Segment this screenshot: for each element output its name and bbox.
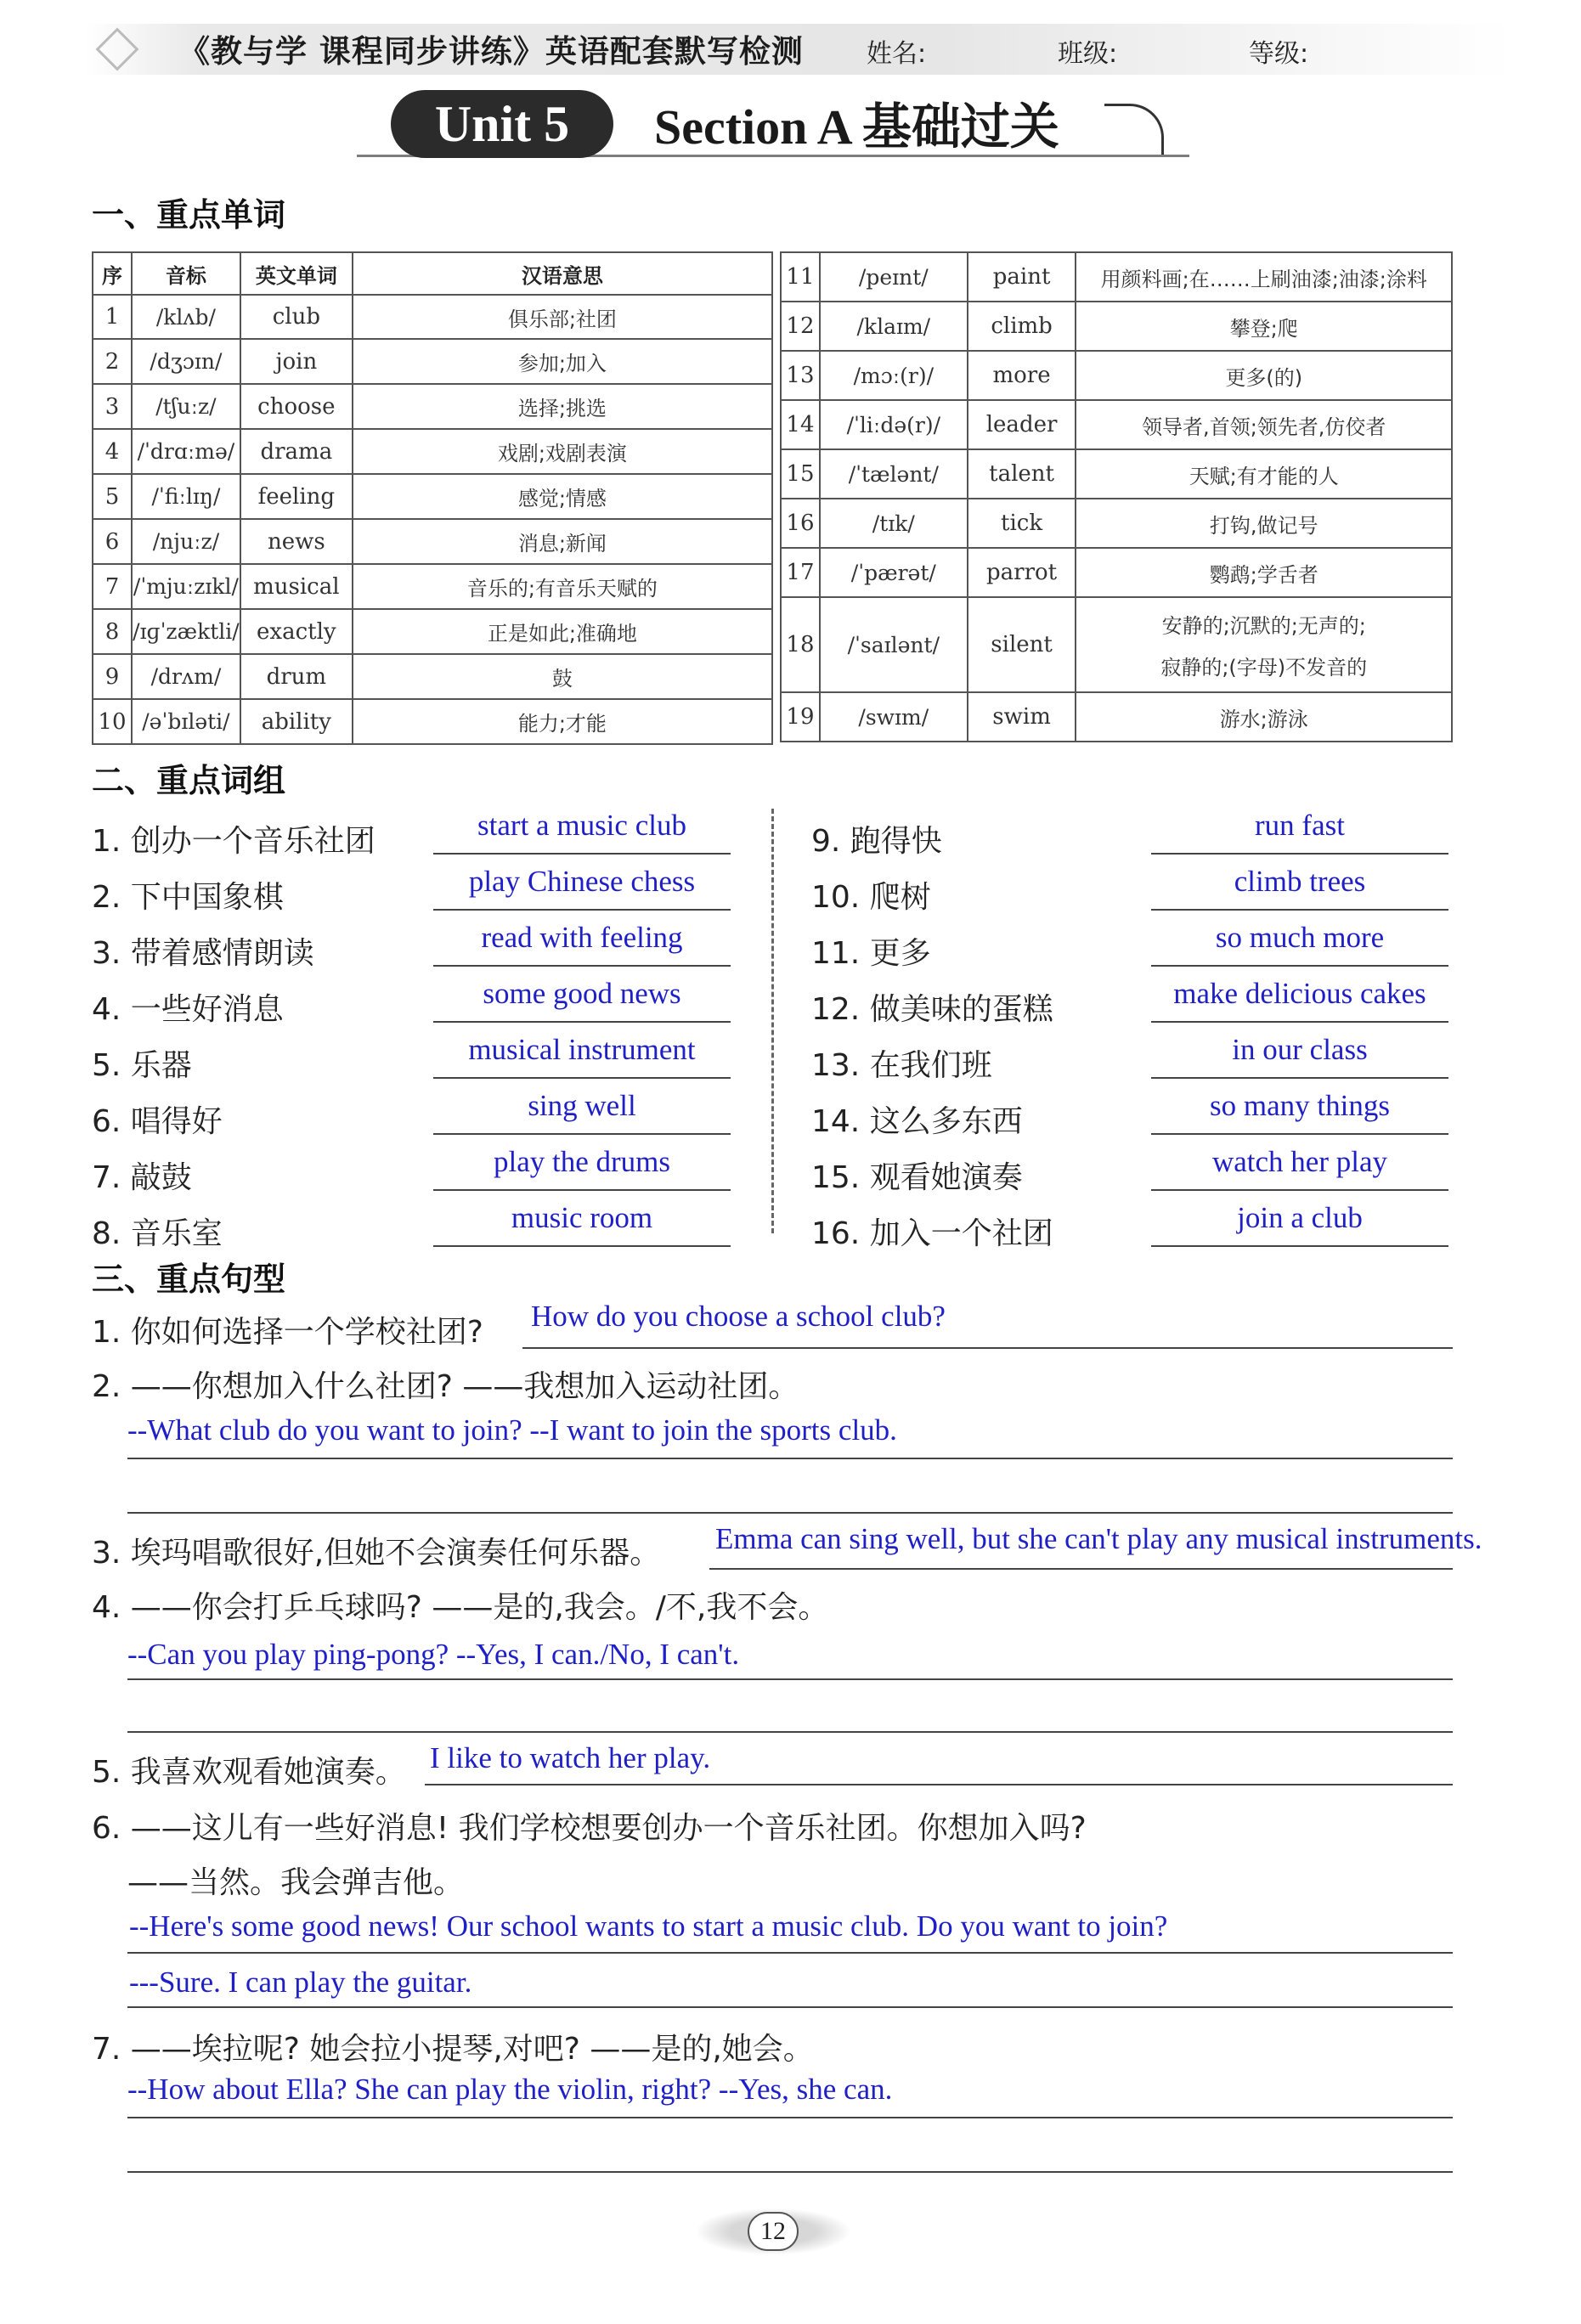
sentence-7-en: --How about Ella? She can play the violin, right? --Yes, she can. xyxy=(127,2073,893,2106)
vocab-word: paint xyxy=(968,252,1076,302)
phrase-cn: 14. 这么多东西 xyxy=(811,1104,1023,1139)
vocab-index: 10 xyxy=(93,699,132,744)
phrase-en: watch her play xyxy=(1211,1145,1388,1178)
vocab-row xyxy=(781,302,1452,351)
phrase-en: sing well xyxy=(528,1089,636,1122)
section3-heading: 三、重点句型 xyxy=(92,1261,286,1298)
class-label: 班级: xyxy=(1058,39,1118,69)
answer-line xyxy=(709,1568,1453,1570)
vocab-word: drama xyxy=(240,429,353,474)
vocab-phonetic: /mɔː(r)/ xyxy=(820,351,968,400)
phrase-cn: 10. 爬树 xyxy=(811,880,931,915)
answer-line xyxy=(1151,1077,1448,1079)
vocab-index: 2 xyxy=(93,339,132,384)
vocab-phonetic: /dʒɔɪn/ xyxy=(132,339,240,384)
section-title: Section A 基础过关 xyxy=(654,99,1059,155)
vocab-word: musical xyxy=(240,564,353,609)
vocab-meaning: 用颜料画;在……上刷油漆;油漆;涂料 xyxy=(1076,252,1452,302)
vocab-row xyxy=(781,400,1452,449)
vocab-phonetic: /ˈtælənt/ xyxy=(820,449,968,499)
vocab-word: join xyxy=(240,339,353,384)
vocab-row xyxy=(781,449,1452,499)
vocab-index: 17 xyxy=(781,548,820,597)
grade-label: 等级: xyxy=(1249,39,1309,69)
vocab-row xyxy=(781,548,1452,597)
phrase-en: run fast xyxy=(1255,809,1345,842)
vocab-meaning: 戏剧;戏剧表演 xyxy=(353,429,772,474)
phrase-cn: 4. 一些好消息 xyxy=(92,992,284,1027)
phrase-en: play the drums xyxy=(493,1145,671,1178)
sentence-7-cn: 7. ——埃拉呢? 她会拉小提琴,对吧? ——是的,她会。 xyxy=(92,2032,814,2067)
phrase-cn: 8. 音乐室 xyxy=(92,1216,223,1251)
vocab-phonetic: /klaɪm/ xyxy=(820,302,968,351)
vocab-phonetic: /klʌb/ xyxy=(132,295,240,339)
vocab-index: 13 xyxy=(781,351,820,400)
sentence-1-cn: 1. 你如何选择一个学校社团? xyxy=(92,1315,483,1350)
vocab-index: 8 xyxy=(93,609,132,654)
col-header-phonetic: 音标 xyxy=(132,252,240,295)
answer-line xyxy=(127,1731,1453,1733)
phrase-en: make delicious cakes xyxy=(1173,977,1426,1010)
phrase-en: join a club xyxy=(1237,1201,1363,1234)
vocab-word: choose xyxy=(240,384,353,429)
column-divider xyxy=(771,809,774,1233)
vocab-word: climb xyxy=(968,302,1076,351)
answer-line xyxy=(127,2006,1453,2008)
vocab-row xyxy=(781,692,1452,742)
vocab-row xyxy=(93,295,772,339)
phrase-cn: 3. 带着感情朗读 xyxy=(92,936,314,971)
vocab-meaning: 参加;加入 xyxy=(353,339,772,384)
phrase-en: read with feeling xyxy=(481,921,683,954)
vocab-phonetic: /ˈsaɪlənt/ xyxy=(820,597,968,692)
vocab-table-right xyxy=(780,251,1453,742)
vocab-row xyxy=(93,474,772,519)
phrase-cn: 9. 跑得快 xyxy=(811,824,942,859)
vocab-row xyxy=(781,351,1452,400)
answer-line xyxy=(425,1784,1453,1785)
col-header-word: 英文单词 xyxy=(240,252,353,295)
vocab-word: leader xyxy=(968,400,1076,449)
vocab-meaning: 感觉;情感 xyxy=(353,474,772,519)
sentence-1-en: How do you choose a school club? xyxy=(531,1300,946,1333)
vocab-meaning: 鹦鹉;学舌者 xyxy=(1076,548,1452,597)
vocab-meaning: 攀登;爬 xyxy=(1076,302,1452,351)
unit-badge: Unit 5 xyxy=(391,90,613,158)
vocab-index: 9 xyxy=(93,654,132,699)
vocab-index: 16 xyxy=(781,499,820,548)
vocab-word: feeling xyxy=(240,474,353,519)
answer-line xyxy=(1151,1021,1448,1023)
sentence-3-en: Emma can sing well, but she can't play any musical instruments. xyxy=(715,1522,1482,1555)
vocab-word: drum xyxy=(240,654,353,699)
answer-line xyxy=(433,1133,731,1135)
vocab-meaning: 音乐的;有音乐天赋的 xyxy=(353,564,772,609)
vocab-phonetic: /ˈdrɑːmə/ xyxy=(132,429,240,474)
vocab-index: 4 xyxy=(93,429,132,474)
vocab-word: club xyxy=(240,295,353,339)
vocab-word: ability xyxy=(240,699,353,744)
vocab-index: 1 xyxy=(93,295,132,339)
vocab-index: 12 xyxy=(781,302,820,351)
phrase-en: start a music club xyxy=(477,809,686,842)
answer-line xyxy=(433,1189,731,1191)
vocab-phonetic: /ˈfiːlɪŋ/ xyxy=(132,474,240,519)
sentence-5-cn: 5. 我喜欢观看她演奏。 xyxy=(92,1755,406,1790)
vocab-meaning: 游水;游泳 xyxy=(1076,692,1452,742)
vocab-meaning: 领导者,首领;领先者,仿佼者 xyxy=(1076,400,1452,449)
phrase-cn: 13. 在我们班 xyxy=(811,1048,992,1083)
vocab-meaning-line: 寂静的;(字母)不发音的 xyxy=(1160,656,1368,680)
vocab-meaning: 打钩,做记号 xyxy=(1076,499,1452,548)
vocab-row xyxy=(93,654,772,699)
vocab-word: silent xyxy=(968,597,1076,692)
vocab-meaning: 能力;才能 xyxy=(353,699,772,744)
phrase-cn: 5. 乐器 xyxy=(92,1048,192,1083)
vocab-row xyxy=(93,519,772,564)
vocab-index: 3 xyxy=(93,384,132,429)
phrase-cn: 16. 加入一个社团 xyxy=(811,1216,1053,1251)
vocab-word: swim xyxy=(968,692,1076,742)
vocab-row xyxy=(93,609,772,654)
book-title: 《教与学 课程同步讲练》英语配套默写检测 xyxy=(178,33,804,70)
vocab-meaning: 鼓 xyxy=(353,654,772,699)
sentence-4-en: --Can you play ping-pong? --Yes, I can./No, I can't. xyxy=(127,1638,740,1671)
section1-heading: 一、重点单词 xyxy=(92,196,286,234)
vocab-phonetic: /tɪk/ xyxy=(820,499,968,548)
answer-line xyxy=(433,1021,731,1023)
phrase-cn: 1. 创办一个音乐社团 xyxy=(92,824,375,859)
answer-line xyxy=(522,1347,1453,1349)
vocab-meaning: 天赋;有才能的人 xyxy=(1076,449,1452,499)
vocab-index: 15 xyxy=(781,449,820,499)
vocab-row xyxy=(93,339,772,384)
vocab-index: 5 xyxy=(93,474,132,519)
sentence-5-en: I like to watch her play. xyxy=(430,1741,711,1774)
vocab-word: news xyxy=(240,519,353,564)
answer-line xyxy=(127,1512,1453,1514)
section2-heading: 二、重点词组 xyxy=(92,762,286,799)
page-number: 12 xyxy=(748,2212,799,2251)
sentence-6-cn-line2: ——当然。我会弹吉他。 xyxy=(127,1865,465,1900)
answer-line xyxy=(127,1952,1453,1954)
answer-line xyxy=(127,2117,1453,2118)
vocab-phonetic: /drʌm/ xyxy=(132,654,240,699)
vocab-meaning: 俱乐部;社团 xyxy=(353,295,772,339)
vocab-row xyxy=(781,252,1452,302)
answer-line xyxy=(127,2171,1453,2173)
sentence-6-en-line1: --Here's some good news! Our school wants to start a music club. Do you want to join? xyxy=(129,1909,1168,1943)
vocab-index: 18 xyxy=(781,597,820,692)
vocab-index: 7 xyxy=(93,564,132,609)
vocab-word: exactly xyxy=(240,609,353,654)
vocab-index: 6 xyxy=(93,519,132,564)
vocab-word: parrot xyxy=(968,548,1076,597)
answer-line xyxy=(1151,1133,1448,1135)
sentence-3-cn: 3. 埃玛唱歌很好,但她不会演奏任何乐器。 xyxy=(92,1536,661,1571)
vocab-meaning-line: 安静的;沉默的;无声的; xyxy=(1161,614,1366,638)
phrase-en: musical instrument xyxy=(468,1033,696,1066)
vocab-table-left xyxy=(92,251,773,745)
vocab-phonetic: /peɪnt/ xyxy=(820,252,968,302)
vocab-meaning: 消息;新闻 xyxy=(353,519,772,564)
vocab-row xyxy=(93,384,772,429)
vocab-phonetic: /tʃuːz/ xyxy=(132,384,240,429)
col-header-index: 序 xyxy=(93,252,132,295)
phrase-en: climb trees xyxy=(1234,865,1366,898)
name-label: 姓名: xyxy=(867,39,927,69)
answer-line xyxy=(1151,853,1448,855)
answer-line xyxy=(1151,909,1448,911)
sentence-2-cn: 2. ——你想加入什么社团? ——我想加入运动社团。 xyxy=(92,1369,799,1404)
vocab-meaning: 正是如此;准确地 xyxy=(353,609,772,654)
phrase-en: in our class xyxy=(1232,1033,1368,1066)
vocab-index: 14 xyxy=(781,400,820,449)
answer-line xyxy=(1151,965,1448,967)
col-header-meaning: 汉语意思 xyxy=(353,252,772,295)
vocab-phonetic: /ɪɡˈzæktli/ xyxy=(132,609,240,654)
vocab-phonetic: /ˈliːdə(r)/ xyxy=(820,400,968,449)
vocab-phonetic: /swɪm/ xyxy=(820,692,968,742)
phrase-en: so much more xyxy=(1215,921,1385,954)
answer-line xyxy=(127,1678,1453,1680)
banner-curl-icon xyxy=(1104,104,1164,155)
vocab-phonetic: /əˈbɪləti/ xyxy=(132,699,240,744)
vocab-index: 11 xyxy=(781,252,820,302)
vocab-phonetic: /ˈpærət/ xyxy=(820,548,968,597)
vocab-row xyxy=(93,699,772,744)
vocab-meaning: 选择;挑选 xyxy=(353,384,772,429)
vocab-word: talent xyxy=(968,449,1076,499)
phrase-cn: 15. 观看她演奏 xyxy=(811,1160,1023,1195)
phrase-cn: 2. 下中国象棋 xyxy=(92,880,284,915)
answer-line xyxy=(1151,1245,1448,1247)
phrase-cn: 12. 做美味的蛋糕 xyxy=(811,992,1053,1027)
vocab-word: tick xyxy=(968,499,1076,548)
vocab-index: 19 xyxy=(781,692,820,742)
vocab-row xyxy=(93,429,772,474)
answer-line xyxy=(433,1077,731,1079)
phrase-cn: 7. 敲鼓 xyxy=(92,1160,192,1195)
vocab-row xyxy=(781,597,1452,692)
answer-line xyxy=(1151,1189,1448,1191)
sentence-6-cn-line1: 6. ——这儿有一些好消息! 我们学校想要创办一个音乐社团。你想加入吗? xyxy=(92,1811,1087,1846)
vocab-phonetic: /ˈmjuːzɪkl/ xyxy=(132,564,240,609)
answer-line xyxy=(127,1458,1453,1459)
phrase-en: so many things xyxy=(1210,1089,1390,1122)
vocab-phonetic: /njuːz/ xyxy=(132,519,240,564)
sentence-4-cn: 4. ——你会打乒乓球吗? ——是的,我会。/不,我不会。 xyxy=(92,1590,829,1625)
answer-line xyxy=(433,909,731,911)
vocab-row xyxy=(781,499,1452,548)
answer-line xyxy=(433,853,731,855)
vocab-word: more xyxy=(968,351,1076,400)
vocab-meaning: 更多(的) xyxy=(1076,351,1452,400)
page-number-badge xyxy=(697,2208,850,2254)
answer-line xyxy=(433,965,731,967)
answer-line xyxy=(433,1245,731,1247)
phrase-en: play Chinese chess xyxy=(468,865,696,898)
phrase-cn: 6. 唱得好 xyxy=(92,1104,223,1139)
sentence-6-en-line2: ---Sure. I can play the guitar. xyxy=(129,1966,472,1999)
phrase-en: some good news xyxy=(483,977,681,1010)
sentence-2-en: --What club do you want to join? --I want to join the sports club. xyxy=(127,1413,897,1447)
phrase-cn: 11. 更多 xyxy=(811,936,931,971)
vocab-meaning xyxy=(1076,597,1452,692)
phrase-en: music room xyxy=(511,1201,653,1234)
vocab-row xyxy=(93,564,772,609)
